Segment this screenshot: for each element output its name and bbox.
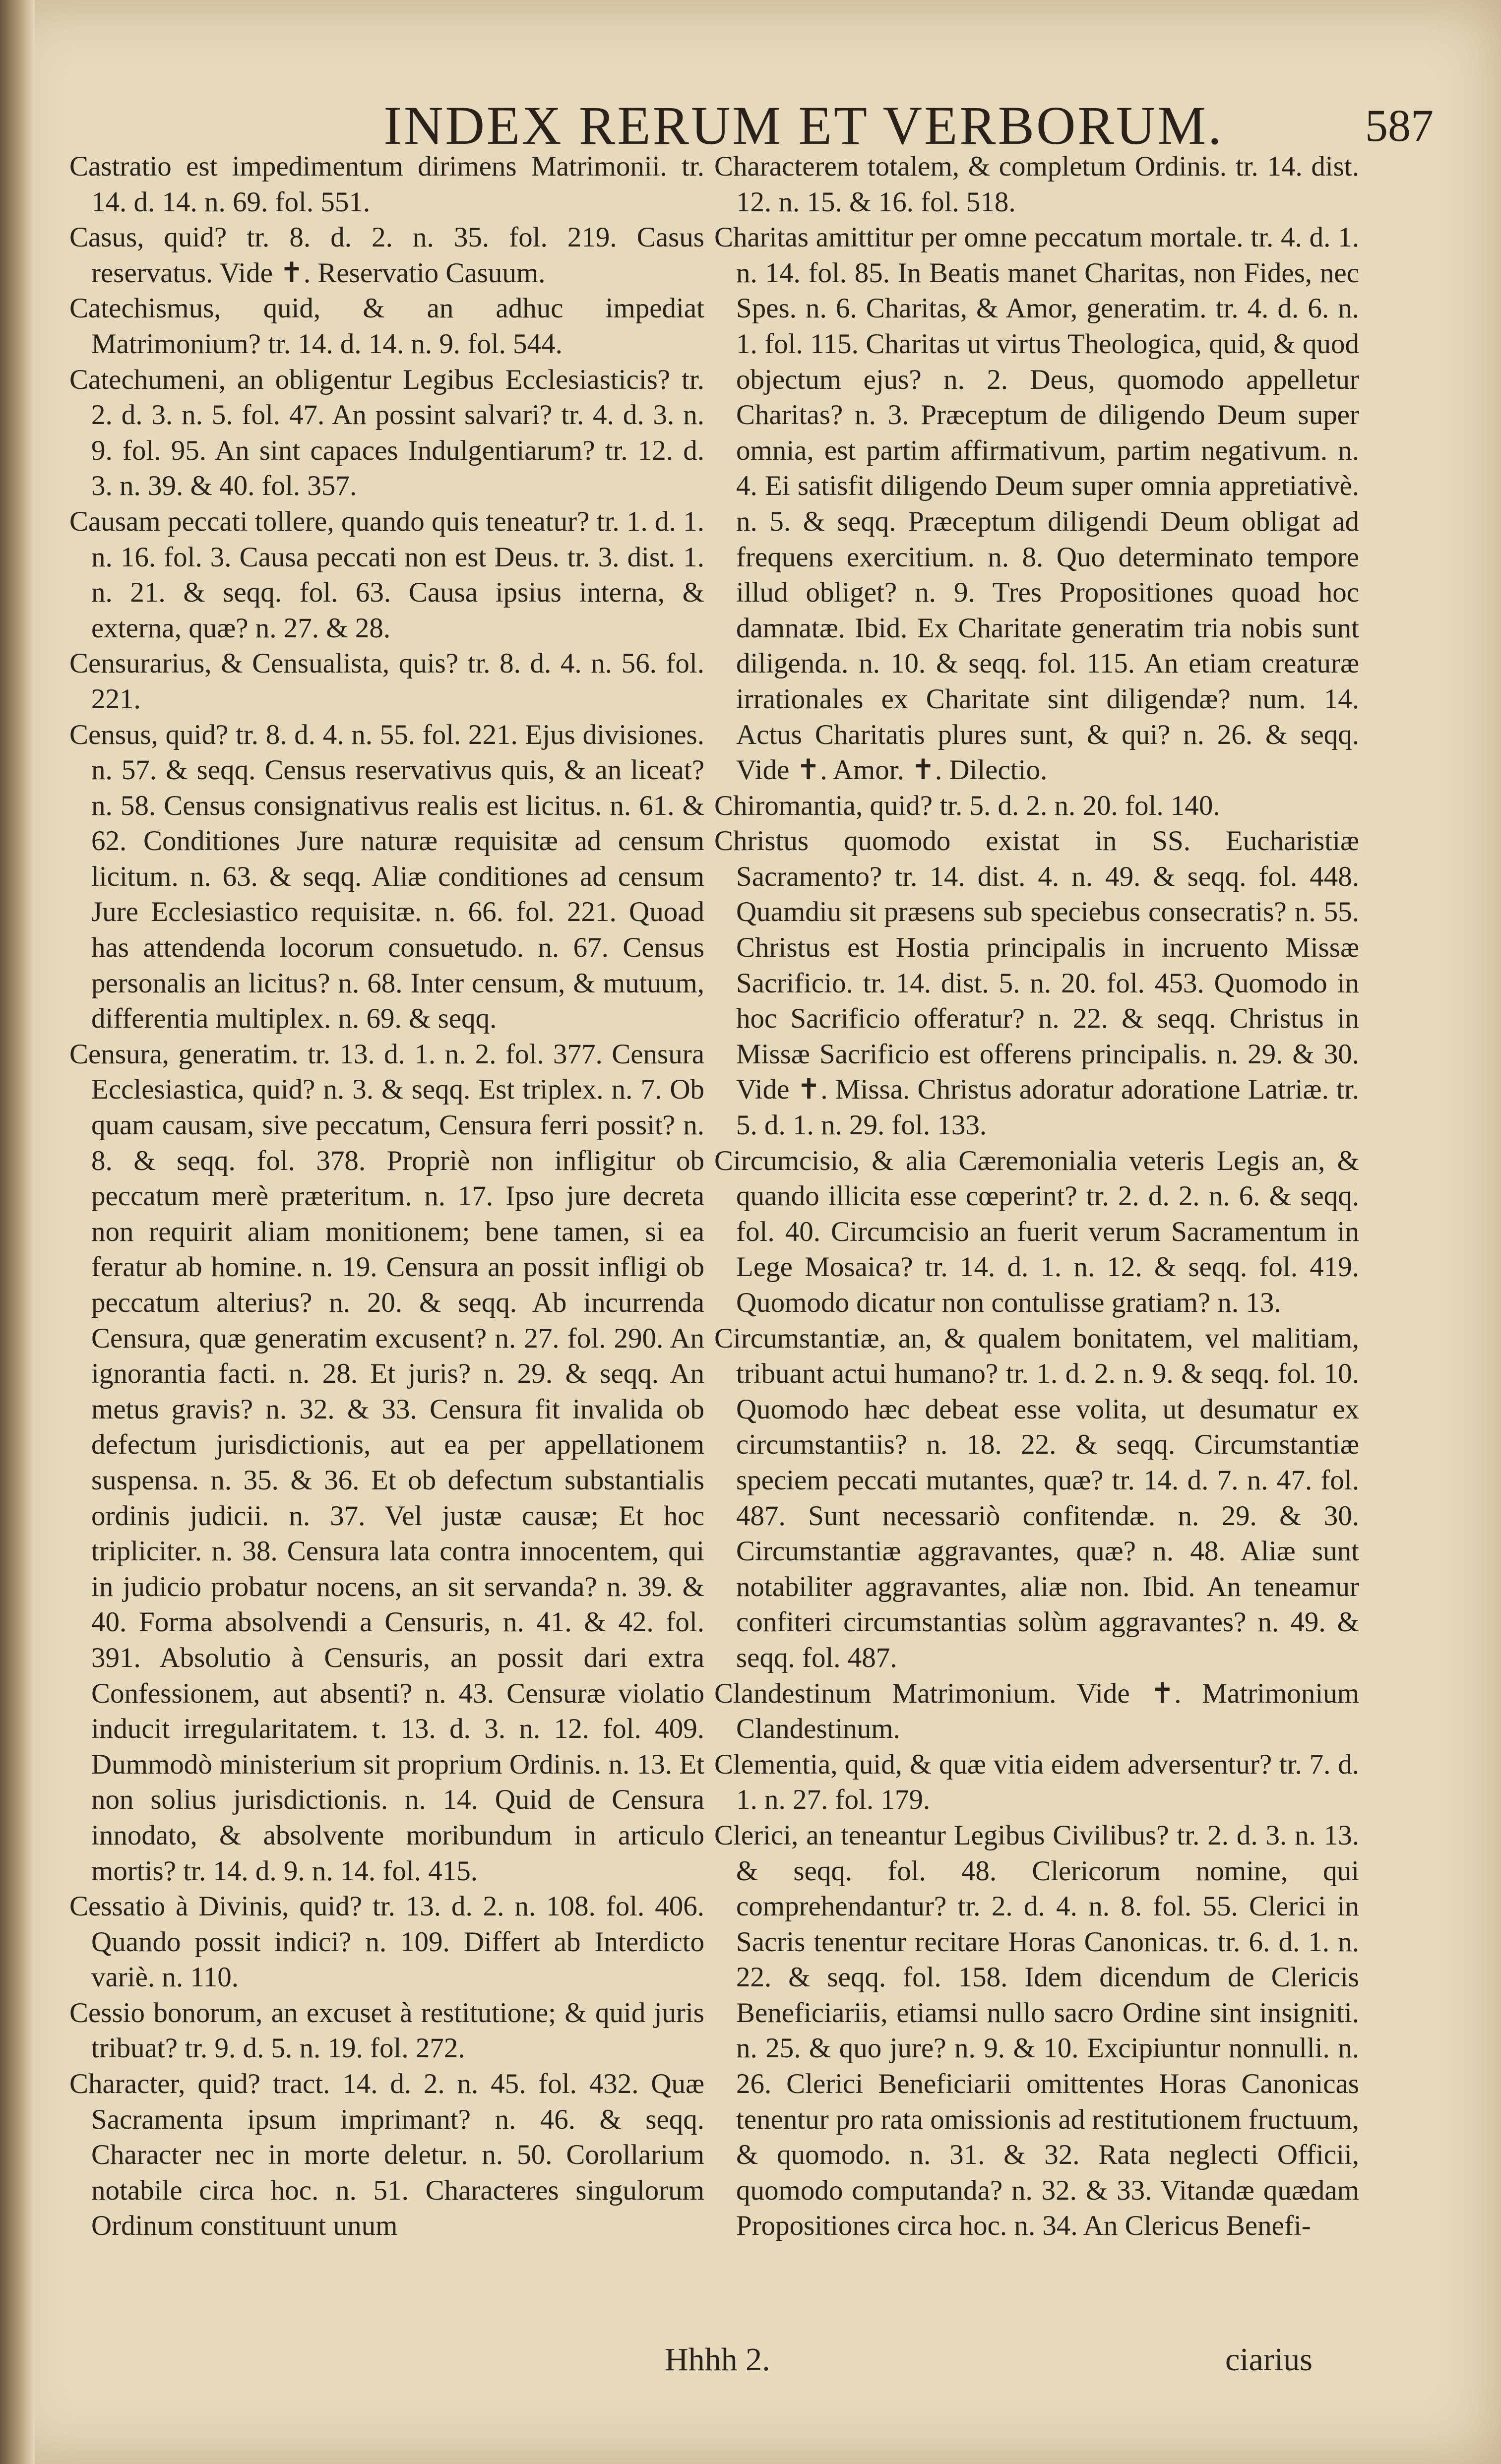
index-entry: Census, quid? tr. 8. d. 4. n. 55. fol. 221. Ejus divisiones. n. 57. & seqq. Census reservativus quis, & an liceat? n. 58. Census consignativus realis est licitus. n. 61. & 62. Conditiones Jure naturæ requisitæ ad censum licitum. n. 63. & seqq. Aliæ conditiones ad censum Jure Ecclesiastico requisitæ. n. 66. fol. 221. Quoad has attendenda locorum consuetudo. n. 67. Census personalis an licitus? n. 68. Inter censum, & mutuum, differentia multiplex. n. 69. & seqq.: [69, 719, 704, 1035]
index-entry: Causam peccati tollere, quando quis teneatur? tr. 1. d. 1. n. 16. fol. 3. Causa peccati non est Deus. tr. 3. dist. 1. n. 21. & seqq. fol. 63. Causa ipsius interna, & externa, quæ? n. 27. & 28.: [69, 505, 704, 644]
index-entry: Clandestinum Matrimonium. Vide ✝. Matrimonium Clandestinum.: [714, 1677, 1359, 1745]
right-column: [714, 149, 1359, 2301]
page-footer: [0, 2341, 1501, 2391]
index-entry: Cessatio à Divinis, quid? tr. 13. d. 2. n. 108. fol. 406. Quando possit indici? n. 109. Differt ab Interdicto variè. n. 110.: [69, 1891, 704, 1993]
index-entry: Character, quid? tract. 14. d. 2. n. 45. fol. 432. Quæ Sacramenta ipsum imprimant? n. 46. & seqq. Character nec in morte deletur. n. 50. Corollarium notabile circa hoc. n. 51. Characteres singulorum Ordinum constituunt unum: [69, 2068, 704, 2242]
index-entry: Clerici, an teneantur Legibus Civilibus? tr. 2. d. 3. n. 13. & seqq. fol. 48. Clericorum nomine, qui comprehendantur? tr. 2. d. 4. n. 8. fol. 55. Clerici in Sacris tenentur recitare Horas Canonicas. tr. 6. d. 1. n. 22. & seqq. fol. 158. Idem dicendum de Clericis Beneficiariis, etiamsi nullo sacro Ordine sint insigniti. n. 25. & quo jure? n. 9. & 10. Excipiuntur nonnulli. n. 26. Clerici Beneficiarii omittentes Horas Canonicas tenentur pro rata omissionis ad restitutionem fructuum, & quomodo. n. 31. & 32. Rata neglecti Officii, quomodo computanda? n. 32. & 33. Vitandæ quædam Propositiones circa hoc. n. 34. An Clericus Benefi-: [714, 1819, 1359, 2242]
index-entry: Casus, quid? tr. 8. d. 2. n. 35. fol. 219. Casus reservatus. Vide ✝. Reservatio Casuum.: [69, 222, 704, 289]
index-entry: Castratio est impedimentum dirimens Matrimonii. tr. 14. d. 14. n. 69. fol. 551.: [69, 151, 704, 218]
index-entry: Charitas amittitur per omne peccatum mortale. tr. 4. d. 1. n. 14. fol. 85. In Beatis manet Charitas, non Fides, nec Spes. n. 6. Charitas, & Amor, generatim. tr. 4. d. 6. n. 1. fol. 115. Charitas ut virtus Theologica, quid, & quod objectum ejus? n. 2. Deus, quomodo appelletur Charitas? n. 3. Præceptum de diligendo Deum super omnia, est partim affirmativum, partim negativum. n. 4. Ei satisfit diligendo Deum super omnia appretiativè. n. 5. & seqq. Præceptum diligendi Deum obligat ad frequens exercitium. n. 8. Quo determinato tempore illud obliget? n. 9. Tres Propositiones quoad hoc damnatæ. Ibid. Ex Charitate generatim tria nobis sunt diligenda. n. 10. & seqq. fol. 115. An etiam creaturæ irrationales ex Charitate sint diligendæ? num. 14. Actus Charitatis plures sunt, & qui? n. 26. & seqq. Vide ✝. Amor. ✝. Dilectio.: [714, 222, 1359, 786]
index-entry: Censurarius, & Censualista, quis? tr. 8. d. 4. n. 56. fol. 221.: [69, 648, 704, 715]
index-entry: Cessio bonorum, an excuset à restitutione; & quid juris tribuat? tr. 9. d. 5. n. 19. fol. 272.: [69, 1997, 704, 2064]
left-column: [69, 149, 704, 2301]
index-entry: Circumcisio, & alia Cæremonialia veteris Legis an, & quando illicita esse cœperint? tr. 2. d. 2. n. 6. & seqq. fol. 40. Circumcisio an fuerit verum Sacramentum in Lege Mosaica? tr. 14. d. 1. n. 12. & seqq. fol. 419. Quomodo dicatur non contulisse gratiam? n. 13.: [714, 1145, 1359, 1318]
index-entry: Circumstantiæ, an, & qualem bonitatem, vel malitiam, tribuant actui humano? tr. 1. d. 2. n. 9. & seqq. fol. 10. Quomodo hæc debeat esse volita, ut desumatur ex circumstantiis? n. 18. 22. & seqq. Circumstantiæ speciem peccati mutantes, quæ? tr. 14. d. 7. n. 47. fol. 487. Sunt necessariò confitendæ. n. 29. & 30. Circumstantiæ aggravantes, quæ? n. 48. Aliæ sunt notabiliter aggravantes, aliæ non. Ibid. An teneamur confiteri circumstantias solùm aggravantes? n. 49. & seqq. fol. 487.: [714, 1322, 1359, 1673]
index-entry: Chiromantia, quid? tr. 5. d. 2. n. 20. fol. 140.: [714, 790, 1220, 821]
index-entry: Christus quomodo existat in SS. Eucharistiæ Sacramento? tr. 14. dist. 4. n. 49. & seqq. fol. 448. Quamdiu sit præsens sub speciebus consecratis? n. 55. Christus est Hostia principalis in incruento Missæ Sacrificio. tr. 14. dist. 5. n. 20. fol. 453. Quomodo in hoc Sacrificio offeratur? n. 22. & seqq. Christus in Missæ Sacrificio est offerens principalis. n. 29. & 30. Vide ✝. Missa. Christus adoratur adoratione Latriæ. tr. 5. d. 1. n. 29. fol. 133.: [714, 825, 1359, 1141]
index-entry: Catechismus, quid, & an adhuc impediat Matrimonium? tr. 14. d. 14. n. 9. fol. 544.: [69, 293, 704, 360]
page-title: INDEX RERUM ET VERBORUM.: [383, 95, 1224, 156]
index-entry: Censura, generatim. tr. 13. d. 1. n. 2. fol. 377. Censura Ecclesiastica, quid? n. 3. & seqq. Est triplex. n. 7. Ob quam causam, sive peccatum, Censura ferri possit? n. 8. & seqq. fol. 378. Propriè non infligitur ob peccatum merè præteritum. n. 17. Ipso jure decreta non requirit aliam monitionem; bene tamen, si ea feratur ab homine. n. 19. Censura an possit infligi ob peccatum alterius? n. 20. & seqq. Ab incurrenda Censura, quæ generatim excusent? n. 27. fol. 290. An ignorantia facti. n. 28. Et juris? n. 29. & seqq. An metus gravis? n. 32. & 33. Censura fit invalida ob defectum jurisdictionis, aut ea per appellationem suspensa. n. 35. & 36. Et ob defectum substantialis ordinis judicii. n. 37. Vel justæ causæ; Et hoc tripliciter. n. 38. Censura lata contra innocentem, qui in judicio probatur nocens, an sit servanda? n. 39. & 40. Forma absolvendi a Censuris, n. 41. & 42. fol. 391. Absolutio à Censuris, an possit dari extra Confessionem, aut absenti? n. 43. Censuræ violatio inducit irregularitatem. t. 13. d. 3. n. 12. fol. 409. Dummodò ministerium sit proprium Ordinis. n. 13. Et non solius jurisdictionis. n. 14. Quid de Censura innodato, & absolvente moribundum in articulo mortis? tr. 14. d. 9. n. 14. fol. 415.: [69, 1038, 704, 1887]
index-entry: Clementia, quid, & quæ vitia eidem adversentur? tr. 7. d. 1. n. 27. fol. 179.: [714, 1748, 1359, 1816]
signature-mark: Hhhh 2.: [665, 2341, 770, 2378]
index-entry: Catechumeni, an obligentur Legibus Ecclesiasticis? tr. 2. d. 3. n. 5. fol. 47. An possint salvari? tr. 4. d. 3. n. 9. fol. 95. An sint capaces Indulgentiarum? tr. 12. d. 3. n. 39. & 40. fol. 357.: [69, 364, 704, 502]
binding-gutter: [0, 0, 35, 2464]
page-number: 587: [1365, 100, 1434, 151]
catchword: ciarius: [1225, 2341, 1313, 2378]
index-entry: Characterem totalem, & completum Ordinis. tr. 14. dist. 12. n. 15. & 16. fol. 518.: [714, 151, 1359, 218]
